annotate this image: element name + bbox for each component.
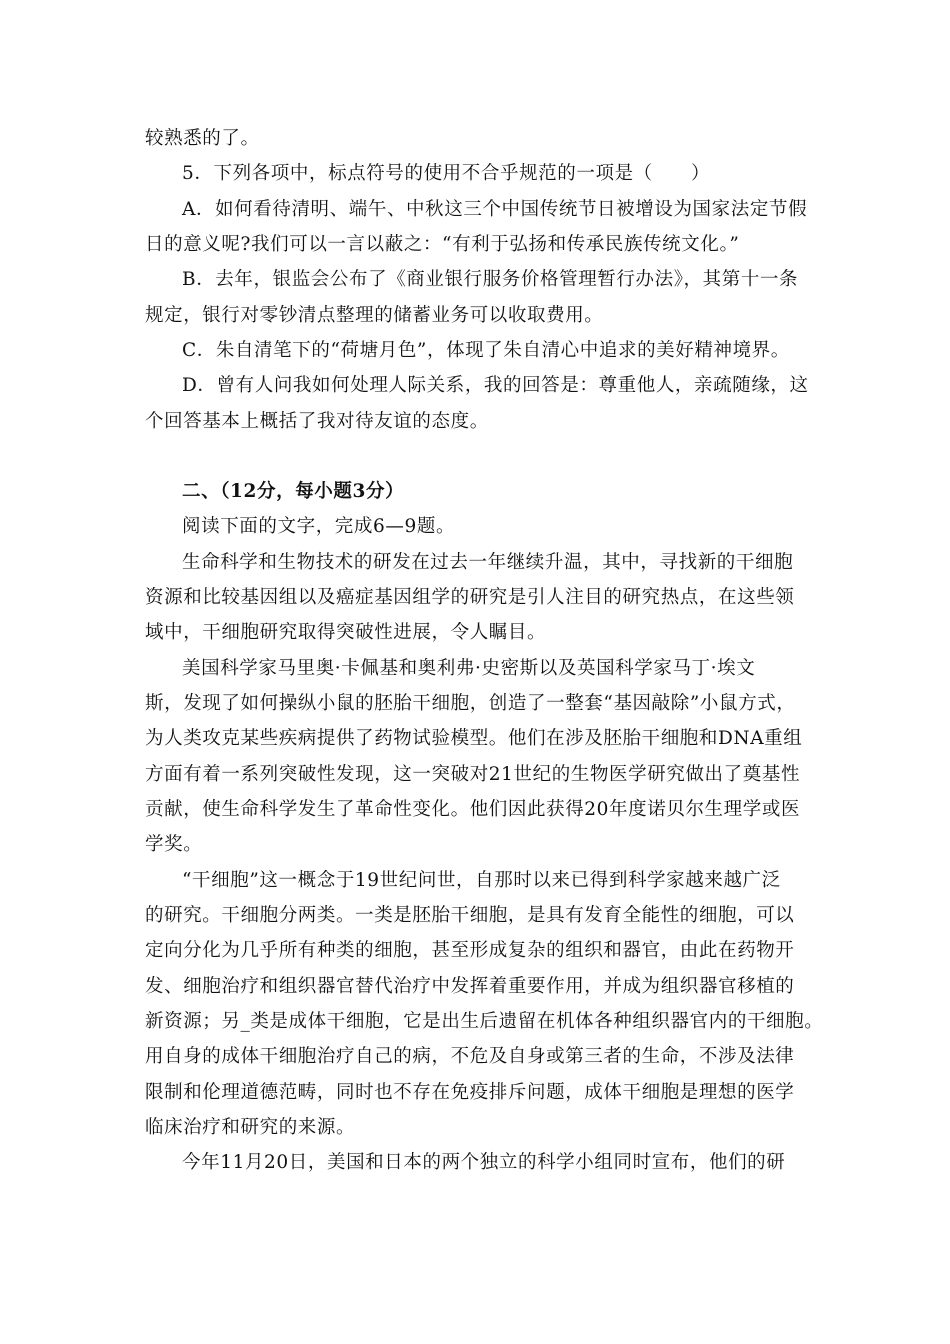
paragraph-1-line: 资源和比较基因组以及癌症基因组学的研究是引人注目的研究热点，在这些领 (145, 587, 795, 608)
paragraph-3-line: 限制和伦理道德范畴，同时也不存在免疫排斥问题，成体干细胞是理想的医学 (145, 1082, 795, 1103)
option-a-line-2: 日的意义呢?我们可以一言以蔽之：“有利于弘扬和传承民族传统文化。” (145, 234, 740, 255)
paragraph-3-line: 发、细胞治疗和组织器官替代治疗中发挥着重要作用，并成为组织器官移植的 (145, 976, 795, 997)
reading-instruction: 阅读下面的文字，完成6—9题。 (182, 516, 456, 537)
paragraph-3-line: 定向分化为几乎所有种类的细胞，甚至形成复杂的组织和器官，由此在药物开 (145, 940, 795, 961)
option-c: C．朱自清笔下的“荷塘月色”，体现了朱自清心中追求的美好精神境界。 (182, 340, 790, 361)
paragraph-3-line: 用自身的成体干细胞治疗自己的病，不危及自身或第三者的生命，不涉及法律 (145, 1046, 795, 1067)
paragraph-4-line: 今年11月20日，美国和日本的两个独立的科学小组同时宣布，他们的研 (182, 1152, 786, 1173)
question-5: 5．下列各项中，标点符号的使用不合乎规范的一项是（ ） (182, 163, 711, 184)
paragraph-3-line: 临床治疗和研究的来源。 (145, 1117, 356, 1138)
paragraph-2-line: 贡献，使生命科学发生了革命性变化。他们因此获得20年度诺贝尔生理学或医 (145, 799, 801, 820)
paragraph-1-line: 生命科学和生物技术的研发在过去一年继续升温，其中，寻找新的干细胞 (182, 552, 794, 573)
paragraph-2-line: 方面有着一系列突破性发现，这一突破对21世纪的生物医学研究做出了奠基性 (145, 764, 801, 785)
paragraph-3-line: “干细胞”这一概念于19世纪问世，自那时以来已得到科学家越来越广泛 (182, 870, 781, 891)
option-d-line-2: 个回答基本上概括了我对待友谊的态度。 (145, 411, 489, 432)
section-heading: 二、（12分，每小题3分） (182, 481, 405, 502)
option-b-line-2: 规定，银行对零钞清点整理的储蓄业务可以收取费用。 (145, 305, 604, 326)
paragraph-2-line: 为人类攻克某些疾病提供了药物试验模型。他们在涉及胚胎干细胞和DNA重组 (145, 728, 803, 749)
paragraph-2-line: 学奖。 (145, 834, 203, 855)
paragraph-3-line: 新资源；另_类是成体干细胞，它是出生后遗留在机体各种组织器官内的干细胞。 (145, 1011, 824, 1032)
option-d-line-1: D．曾有人问我如何处理人际关系，我的回答是：尊重他人，亲疏随缘，这 (182, 375, 809, 396)
text-line: 较熟悉的了。 (145, 128, 260, 149)
paragraph-2-line: 斯，发现了如何操纵小鼠的胚胎干细胞，创造了一整套“基因敲除”小鼠方式， (145, 693, 796, 714)
option-a-line-1: A．如何看待清明、端午、中秋这三个中国传统节日被增设为国家法定节假 (182, 199, 808, 220)
paragraph-2-line: 美国科学家马里奥·卡佩基和奥利弗·史密斯以及英国科学家马丁·埃文 (182, 658, 756, 679)
paragraph-3-line: 的研究。干细胞分两类。一类是胚胎干细胞，是具有发育全能性的细胞，可以 (145, 905, 795, 926)
option-b-line-1: B．去年，银监会公布了《商业银行服务价格管理暂行办法》，其第十一条 (182, 269, 799, 290)
paragraph-1-line: 域中，干细胞研究取得突破性进展，令人瞩目。 (145, 622, 547, 643)
